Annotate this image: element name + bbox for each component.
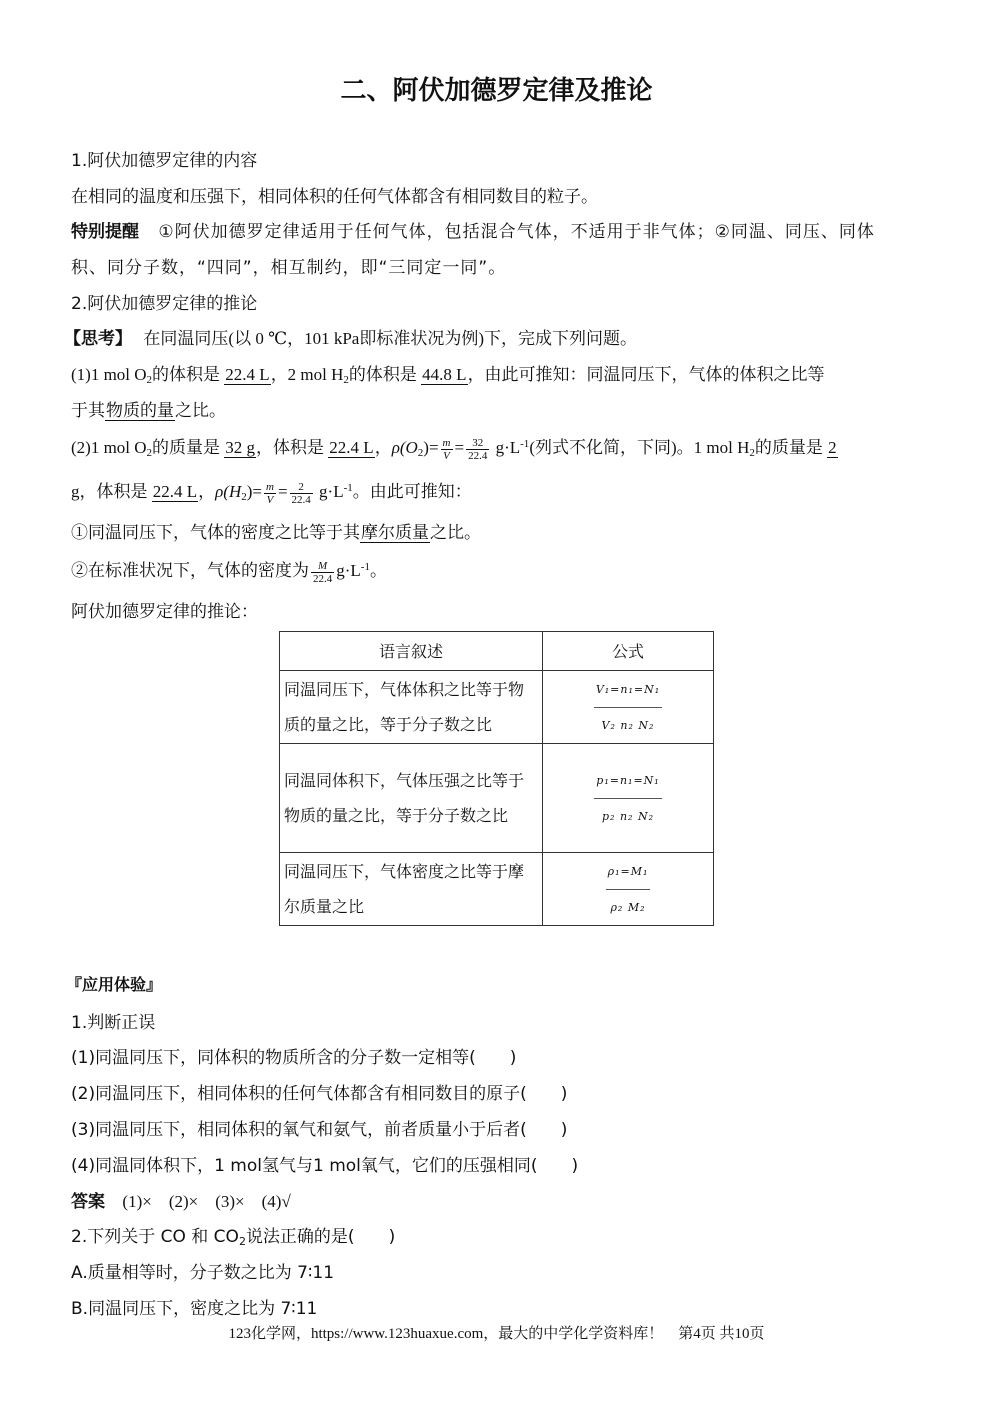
q1-part: ，2 mol H [270, 365, 344, 384]
practice-item: (4)同温同体积下，1 mol氢气与1 mol氧气，它们的压强相同( ) [71, 1156, 579, 1176]
q2-stem: 2.下列关于 CO 和 CO [71, 1227, 239, 1247]
superscript: -1 [343, 482, 353, 494]
answer-blank: 摩尔质量 [361, 523, 429, 542]
superscript: -1 [360, 561, 370, 573]
fraction-32-over-22-4 [466, 437, 489, 462]
fraction-m-over-v [441, 437, 453, 462]
q2-part: g，体积是 [71, 482, 148, 501]
denominator: V [266, 493, 274, 506]
subscript: 2 [238, 1235, 246, 1248]
q1-part: 的体积是 [348, 365, 417, 384]
practice-item: (1)同温同压下，同体积的物质所含的分子数一定相等( ) [71, 1048, 517, 1068]
table-header: 语言叙述 [280, 632, 543, 671]
practice-q1-heading: 1.判断正误 [71, 1013, 156, 1033]
page-footer: 123化学网，https://www.123huaxue.com，最大的中学化学资料库！ 第4页 共10页 [228, 1326, 765, 1342]
table-cell-formula [543, 671, 714, 744]
subscript: 2 [343, 374, 349, 386]
tip-text-1: ①阿伏加德罗定律适用于任何气体，包括混合气体，不适用于非气体；②同温、同压、同体 [158, 222, 875, 242]
subscript: 2 [749, 447, 755, 459]
q2-part: ，体积是 [256, 438, 325, 457]
conclusion-text: ②在标准状况下，气体的密度为 [71, 561, 309, 580]
numerator: M [311, 560, 334, 573]
numerator: m [442, 436, 451, 449]
option-a: A.质量相等时，分子数之比为 7∶11 [71, 1263, 335, 1283]
q2-part: 的质量是 [754, 438, 823, 457]
table-header-row [280, 632, 714, 671]
formula [594, 672, 662, 743]
formula [606, 854, 651, 925]
answer-text: (1)× (2)× (3)× (4)√ [122, 1192, 291, 1211]
answer-blank: 2 [828, 438, 837, 457]
denominator: 22.4 [313, 572, 333, 585]
numerator: m [266, 480, 274, 493]
q1-part: 之比。 [175, 401, 226, 420]
conclusion-text: 之比。 [430, 523, 481, 542]
answer-blank: 32 g [225, 438, 256, 457]
practice-item: (2)同温同压下，相同体积的任何气体都含有相同数目的原子( ) [71, 1084, 568, 1104]
formula-denominators: ρ₂ M₂ [610, 900, 646, 914]
formula-numerators: p₁=n₁=N₁ [594, 763, 661, 799]
subscript: 2 [146, 374, 153, 386]
practice-q2 [71, 1222, 395, 1248]
table-row [280, 853, 714, 926]
denominator: 22.4 [291, 493, 311, 506]
q2-stem: 说法正确的是( ) [245, 1227, 396, 1247]
formula-numerators: V₁=n₁=N₁ [594, 672, 662, 708]
table-row [280, 671, 714, 744]
equals: )= [246, 482, 262, 501]
numerator: 32 [466, 437, 489, 450]
answer-label: 答案 [71, 1192, 105, 1212]
special-tip-line-2: 积、同分子数，“四同”，相互制约，即“三同定一同”。 [71, 258, 507, 278]
unit: g·L [336, 561, 361, 580]
fraction-2-over-22-4 [290, 481, 313, 506]
page-title: 二、阿伏加德罗定律及推论 [340, 76, 653, 106]
practice-label: 『应用体验』 [66, 975, 163, 994]
q2-part: 。由此可推知： [352, 482, 472, 501]
think-line [64, 324, 637, 349]
q1-part: 于其 [71, 401, 105, 420]
law-content: 在相同的温度和压强下，相同体积的任何气体都含有相同数目的粒子。 [71, 187, 598, 207]
table-cell-description: 同温同体积下，气体压强之比等于物质的量之比，等于分子数之比 [280, 744, 543, 853]
table-header: 公式 [543, 632, 714, 671]
equals: )= [423, 438, 439, 457]
period: 。 [369, 561, 387, 580]
q2-part: (2)1 mol O [71, 438, 147, 457]
practice-item: (3)同温同压下，相同体积的氧气和氨气，前者质量小于后者( ) [71, 1120, 568, 1140]
q1-part: 的体积是 [152, 365, 221, 384]
rho-symbol: ρ(O [391, 438, 418, 457]
conclusion-2 [71, 556, 387, 585]
subscript: 2 [146, 447, 153, 459]
rho-symbol: ρ(H [215, 482, 242, 501]
option-b: B.同温同压下，密度之比为 7∶11 [71, 1299, 318, 1319]
think-text: 在同温同压(以 0 ℃，101 kPa即标准状况为例)下，完成下列问题。 [143, 329, 637, 348]
q2-part: 的质量是 [152, 438, 221, 457]
conclusion-1 [71, 518, 481, 543]
table-cell-description: 同温同压下，气体体积之比等于物质的量之比，等于分子数之比 [280, 671, 543, 744]
table-row [280, 744, 714, 853]
unit: g·L [319, 482, 344, 501]
question-2-line-1: (2)1 mol $O_2$的质量是 32 g，体积是 22.4 L，$\rho(O_2)=$ $\frac{m}{V}$ = $\frac{32}{22.4}$ $g\cdot L^{-1}$(列式不化简，下同)。1 mol $H_2$的质量是 2 [71, 436, 837, 462]
fraction-m-over-v [264, 481, 276, 506]
formula [594, 763, 661, 834]
formula-denominators: p₂ n₂ N₂ [602, 809, 654, 823]
answer-line [71, 1187, 291, 1212]
question-1-line-2 [71, 396, 226, 421]
answer-blank: 22.4 L [225, 365, 270, 384]
superscript: -1 [520, 438, 530, 450]
answer-blank: 物质的量 [106, 401, 174, 420]
section-1-heading: 1.阿伏加德罗定律的内容 [71, 151, 258, 171]
formula-numerators: ρ₁=M₁ [606, 854, 651, 890]
q1-part: ，由此可推知：同温同压下，气体的体积之比等 [467, 365, 825, 384]
conclusion-text: ①同温同压下，气体的密度之比等于其 [71, 523, 360, 542]
answer-blank: 22.4 L [152, 482, 198, 501]
unit: g·L [495, 438, 521, 457]
fraction-m-over-22-4 [311, 560, 334, 585]
inference-table [279, 631, 714, 926]
q1-part: (1)1 mol O [71, 365, 147, 384]
formula-denominators: V₂ n₂ N₂ [601, 718, 655, 732]
denominator: V [443, 449, 450, 462]
answer-blank: 22.4 L [329, 438, 374, 457]
table-cell-formula [543, 853, 714, 926]
think-label: 【思考】 [64, 329, 132, 349]
table-cell-description: 同温同压下，气体密度之比等于摩尔质量之比 [280, 853, 543, 926]
special-tip-line-1 [71, 217, 875, 242]
tip-label: 特别提醒 [71, 222, 139, 242]
denominator: 22.4 [468, 449, 488, 462]
section-2-heading: 2.阿伏加德罗定律的推论 [71, 294, 258, 314]
q2-part: (列式不化简，下同)。1 mol H [529, 438, 750, 457]
answer-blank: 44.8 L [422, 365, 467, 384]
numerator: 2 [290, 481, 313, 494]
table-cell-formula [543, 744, 714, 853]
question-1-line-1 [71, 360, 825, 386]
subscript: 2 [241, 491, 247, 503]
subscript: 2 [417, 447, 424, 459]
inference-label: 阿伏加德罗定律的推论： [71, 602, 258, 622]
question-2-line-2: g，体积是 22.4 L，$\rho(H_2)=$ $\frac{m}{V}$ = $\frac{2}{22.4}$ $g\cdot L^{-1}$。由此可推知： [71, 480, 472, 506]
